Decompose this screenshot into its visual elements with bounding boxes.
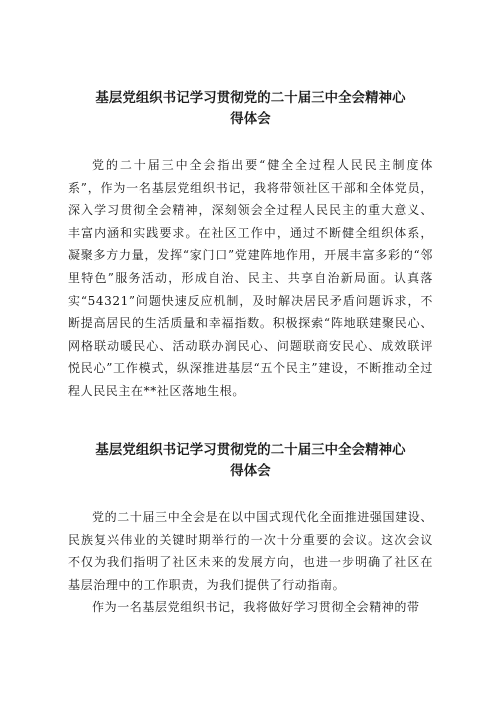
essay-section-2 <box>68 440 433 619</box>
essay-section-1 <box>68 88 433 403</box>
essay-title-line-2: 得体会 <box>230 112 271 127</box>
essay-title <box>68 88 433 130</box>
essay-paragraph: 作为一名基层党组织书记，我将做好学习贯彻全会精神的带 <box>92 600 420 615</box>
essay-body <box>68 154 433 403</box>
essay-title <box>68 440 433 482</box>
essay-paragraph: 党的二十届三中全会指出要“健全全过程人民民主制度体系”，作为一名基层党组织书记，我将带领社区干部和全体党员，深入学习贯彻全会精神，深刻领会全过程人民民主的重大意义、丰富内涵和实践要求。在社区工作中，通过不断健全组织体系，凝聚多方力量，发挥“家门口”党建阵地作用，开展丰富多彩的“邻里特色”服务活动，形成自治、民主、共享自治新局面。认真落实“54321”问题快速反应机制，及时解决居民矛盾问题诉求，不断提高居民的生活质量和幸福指数。积极探索“阵地联建聚民心、网格联动暖民心、活动联办润民心、问题联商安民心、成效联评悦民心”工作模式，纵深推进基层“五个民主”建设，不断推动全过程人民民主在**社区落地生根。 <box>68 158 433 398</box>
essay-title-line-2: 得体会 <box>230 464 271 479</box>
essay-title-line-1: 基层党组织书记学习贯彻党的二十届三中全会精神心 <box>95 91 406 106</box>
essay-title-line-1: 基层党组织书记学习贯彻党的二十届三中全会精神心 <box>95 443 406 458</box>
essay-body <box>68 506 433 619</box>
essay-paragraph: 党的二十届三中全会是在以中国式现代化全面推进强国建设、民族复兴伟业的关键时期举行的一次十分重要的会议。这次会议不仅为我们指明了社区未来的发展方向，也进一步明确了社区在基层治理中的工作职责，为我们提供了行动指南。 <box>68 510 433 592</box>
